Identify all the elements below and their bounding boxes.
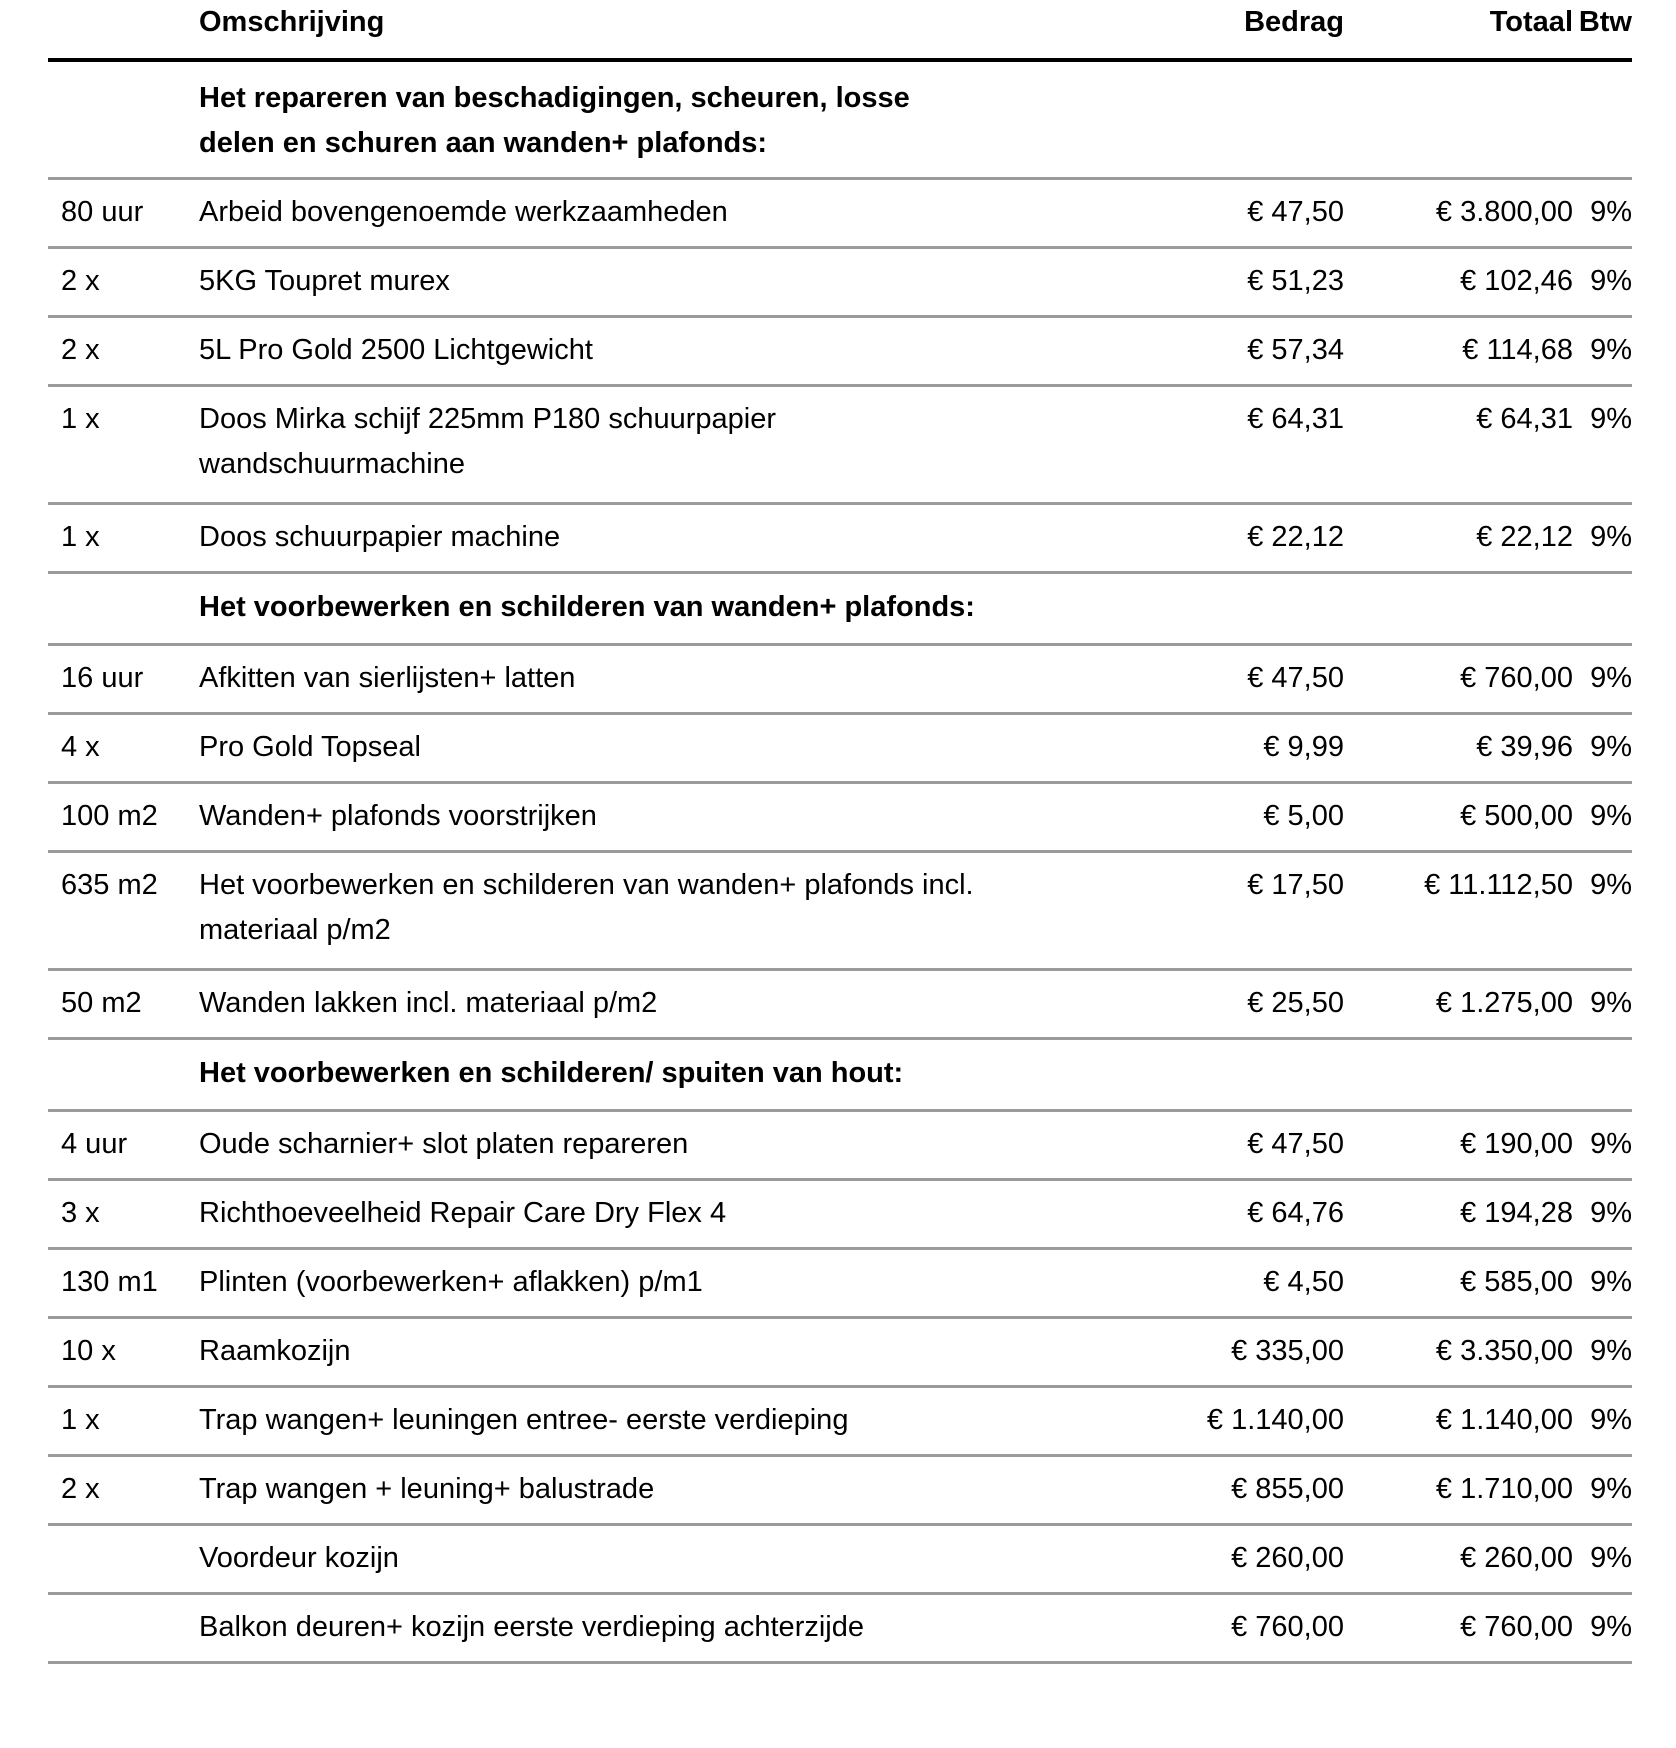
row-total: € 500,00: [1460, 800, 1573, 832]
row-description: Trap wangen + leuning+ balustrade: [199, 1473, 655, 1505]
row-quantity: 1 x: [61, 1404, 100, 1436]
section-heading-row: [48, 62, 1632, 180]
row-quantity: 2 x: [61, 1473, 100, 1505]
row-amount: € 760,00: [1231, 1611, 1344, 1643]
table-row: [48, 853, 1632, 971]
row-amount: € 25,50: [1247, 987, 1344, 1019]
row-quantity: 2 x: [61, 265, 100, 297]
row-amount: € 335,00: [1231, 1335, 1344, 1367]
row-total: € 22,12: [1476, 521, 1573, 553]
row-quantity: 80 uur: [61, 196, 144, 228]
row-description: Trap wangen+ leuningen entree- eerste verdieping: [199, 1404, 849, 1436]
row-vat: 9%: [1590, 662, 1632, 694]
row-vat: 9%: [1590, 1335, 1632, 1367]
row-amount: € 47,50: [1247, 1128, 1344, 1160]
row-amount: € 4,50: [1263, 1266, 1344, 1298]
row-vat: 9%: [1590, 987, 1632, 1019]
row-vat: 9%: [1590, 1404, 1632, 1436]
row-quantity: 1 x: [61, 521, 100, 553]
row-total: € 39,96: [1476, 731, 1573, 763]
table-row: [48, 1112, 1632, 1181]
row-vat: 9%: [1590, 731, 1632, 763]
row-vat: 9%: [1590, 196, 1632, 228]
row-total: € 194,28: [1460, 1197, 1573, 1229]
row-quantity: 4 x: [61, 731, 100, 763]
row-amount: € 260,00: [1231, 1542, 1344, 1574]
row-vat: 9%: [1590, 1266, 1632, 1298]
row-description: Doos schuurpapier machine: [199, 521, 561, 553]
row-description: 5L Pro Gold 2500 Lichtgewicht: [199, 334, 593, 366]
row-vat: 9%: [1590, 1197, 1632, 1229]
table-row: [48, 784, 1632, 853]
row-vat: 9%: [1590, 1473, 1632, 1505]
header-quantity: [48, 0, 199, 6]
row-description: Plinten (voorbewerken+ aflakken) p/m1: [199, 1266, 703, 1298]
table-row: [48, 180, 1632, 249]
table-row: [48, 715, 1632, 784]
row-description: Pro Gold Topseal: [199, 731, 421, 763]
table-row: [48, 249, 1632, 318]
section-title: Het repareren van beschadigingen, scheuren, losse delen en schuren aan wanden+ plafonds:: [199, 82, 910, 159]
section-heading-row: [48, 1040, 1632, 1112]
row-description: Voordeur kozijn: [199, 1542, 399, 1574]
table-row: [48, 1181, 1632, 1250]
row-vat: 9%: [1590, 1128, 1632, 1160]
table-row: [48, 1319, 1632, 1388]
row-vat: 9%: [1590, 800, 1632, 832]
row-amount: € 22,12: [1247, 521, 1344, 553]
table-row: [48, 387, 1632, 505]
row-amount: € 855,00: [1231, 1473, 1344, 1505]
table-header: [48, 0, 1632, 62]
header-amount: Bedrag: [1244, 6, 1344, 38]
section-heading-row: [48, 574, 1632, 646]
row-quantity: 1 x: [61, 403, 100, 435]
table-row: [48, 1595, 1632, 1664]
row-total: € 760,00: [1460, 662, 1573, 694]
row-vat: 9%: [1590, 1542, 1632, 1574]
row-amount: € 57,34: [1247, 334, 1344, 366]
row-quantity: 635 m2: [61, 869, 158, 901]
quote-line-items-table: [48, 0, 1632, 1664]
row-total: € 1.710,00: [1435, 1473, 1573, 1505]
row-quantity: 50 m2: [61, 987, 142, 1019]
header-total: Totaal: [1489, 6, 1573, 38]
row-total: € 3.350,00: [1435, 1335, 1573, 1367]
row-vat: 9%: [1590, 869, 1632, 901]
row-quantity: 130 m1: [61, 1266, 158, 1298]
row-total: € 114,68: [1462, 334, 1573, 366]
section-title: Het voorbewerken en schilderen van wanden+ plafonds:: [199, 591, 975, 623]
row-description: Afkitten van sierlijsten+ latten: [199, 662, 576, 694]
row-amount: € 64,76: [1247, 1197, 1344, 1229]
table-row: [48, 646, 1632, 715]
row-quantity: 100 m2: [61, 800, 158, 832]
table-row: [48, 1250, 1632, 1319]
table-row: [48, 318, 1632, 387]
row-vat: 9%: [1590, 521, 1632, 553]
row-quantity: 16 uur: [61, 662, 144, 694]
row-amount: € 47,50: [1247, 196, 1344, 228]
row-amount: € 17,50: [1247, 869, 1344, 901]
row-amount: € 64,31: [1247, 403, 1344, 435]
row-vat: 9%: [1590, 265, 1632, 297]
table-row: [48, 971, 1632, 1040]
row-amount: € 51,23: [1247, 265, 1344, 297]
row-description: Balkon deuren+ kozijn eerste verdieping achterzijde: [199, 1611, 864, 1643]
row-total: € 1.275,00: [1435, 987, 1573, 1019]
row-description: Doos Mirka schijf 225mm P180 schuurpapier wandschuurmachine: [199, 403, 777, 480]
row-amount: € 5,00: [1263, 800, 1344, 832]
row-quantity: 2 x: [61, 334, 100, 366]
row-total: € 64,31: [1476, 403, 1573, 435]
row-vat: 9%: [1590, 334, 1632, 366]
row-description: Richthoeveelheid Repair Care Dry Flex 4: [199, 1197, 727, 1229]
row-quantity: 3 x: [61, 1197, 100, 1229]
row-total: € 11.112,50: [1424, 869, 1573, 901]
row-quantity: 4 uur: [61, 1128, 128, 1160]
row-vat: 9%: [1590, 1611, 1632, 1643]
row-amount: € 1.140,00: [1206, 1404, 1344, 1436]
row-total: € 190,00: [1460, 1128, 1573, 1160]
row-quantity: 10 x: [61, 1335, 116, 1367]
row-description: 5KG Toupret murex: [199, 265, 450, 297]
table-row: [48, 505, 1632, 574]
table-row: [48, 1526, 1632, 1595]
header-description: Omschrijving: [199, 6, 385, 38]
row-total: € 1.140,00: [1435, 1404, 1573, 1436]
section-title: Het voorbewerken en schilderen/ spuiten van hout:: [199, 1057, 904, 1089]
row-description: Arbeid bovengenoemde werkzaamheden: [199, 196, 728, 228]
row-description: Raamkozijn: [199, 1335, 351, 1367]
row-total: € 585,00: [1460, 1266, 1573, 1298]
row-total: € 3.800,00: [1435, 196, 1573, 228]
row-description: Oude scharnier+ slot platen repareren: [199, 1128, 689, 1160]
row-amount: € 47,50: [1247, 662, 1344, 694]
row-description: Wanden lakken incl. materiaal p/m2: [199, 987, 658, 1019]
row-total: € 260,00: [1460, 1542, 1573, 1574]
row-total: € 102,46: [1460, 265, 1573, 297]
row-total: € 760,00: [1460, 1611, 1573, 1643]
header-vat: Btw: [1578, 6, 1632, 38]
row-description: Wanden+ plafonds voorstrijken: [199, 800, 597, 832]
row-vat: 9%: [1590, 403, 1632, 435]
table-row: [48, 1457, 1632, 1526]
row-amount: € 9,99: [1263, 731, 1344, 763]
table-row: [48, 1388, 1632, 1457]
row-description: Het voorbewerken en schilderen van wanden+ plafonds incl. materiaal p/m2: [199, 869, 974, 946]
